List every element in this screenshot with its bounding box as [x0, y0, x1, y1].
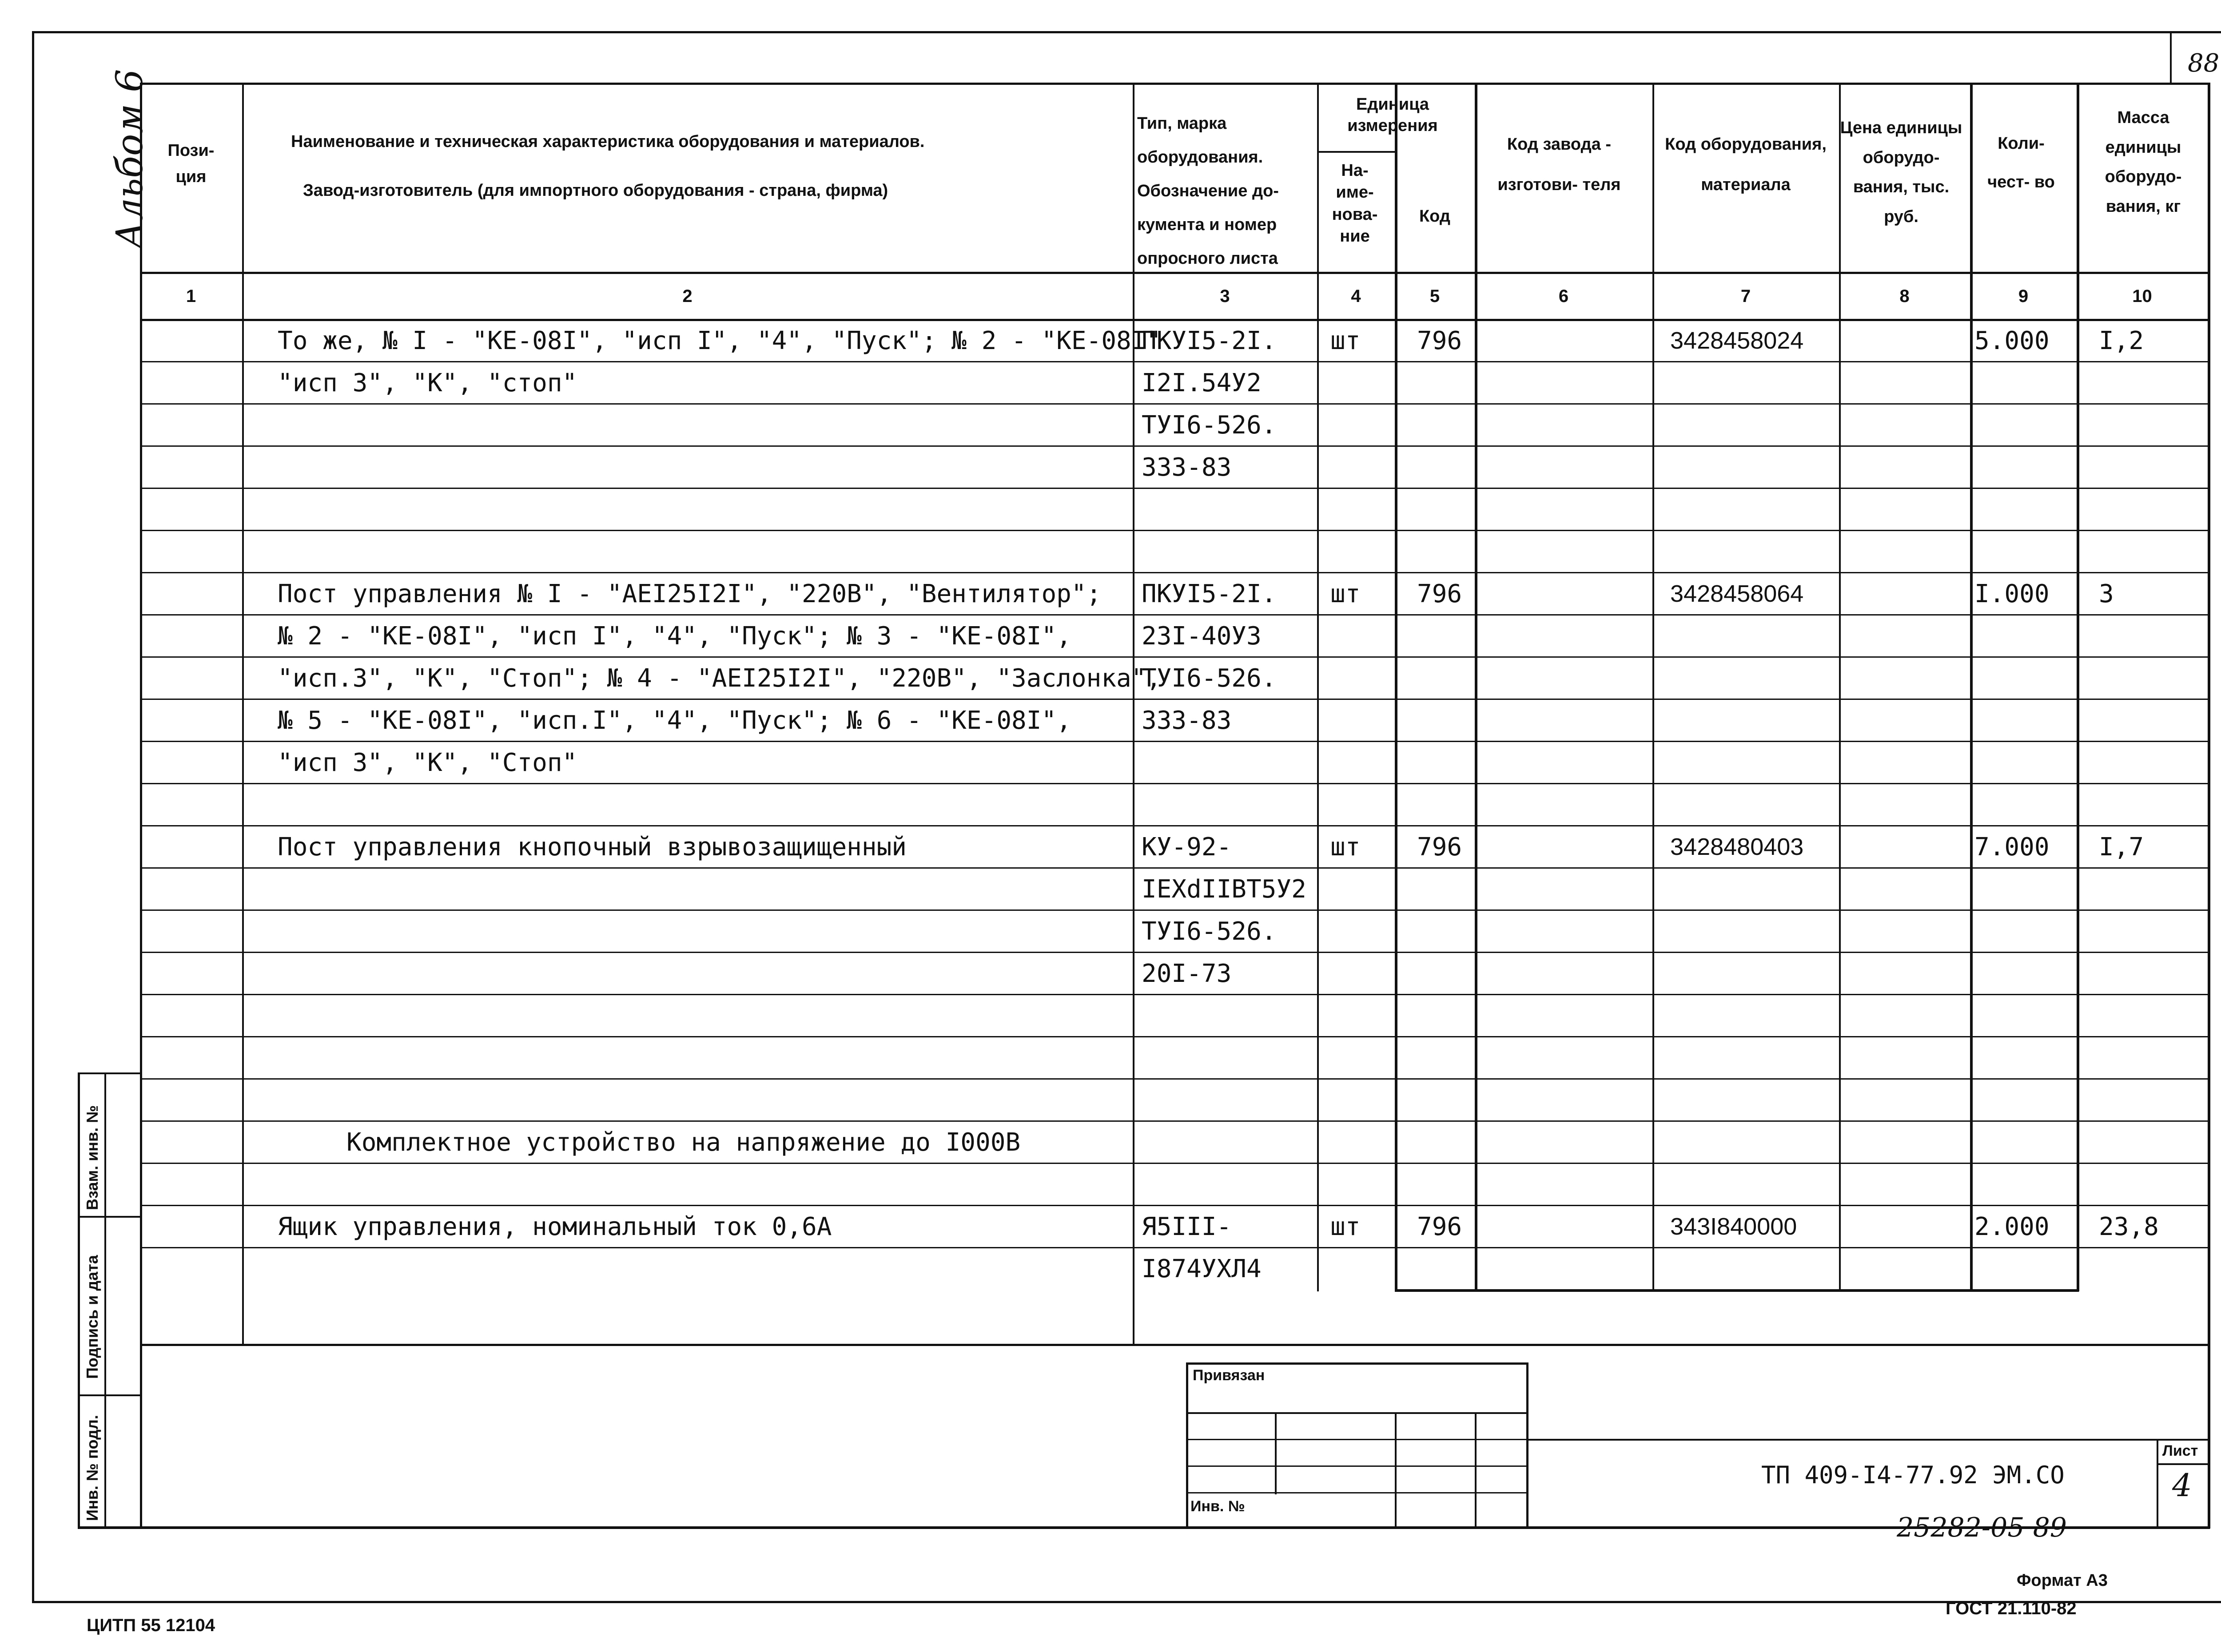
stamp-sheet-mid — [2157, 1463, 2210, 1465]
header-col6: Код завода - изготови- теля — [1497, 135, 1621, 195]
item-type: ПКУI5-2I. — [1142, 326, 1277, 355]
table-row-line — [140, 783, 2210, 784]
item-quantity: 2.000 — [1974, 1212, 2050, 1241]
column-divider — [1970, 83, 1973, 1291]
item-type: ТУI6-526. — [1142, 664, 1277, 693]
stamp-inv-label: Инв. № — [1190, 1498, 1245, 1515]
side-stamp-inv: Инв. № подл. — [83, 1415, 101, 1521]
side-stamp-div1 — [78, 1216, 142, 1218]
header-col7: Код оборудования, материала — [1665, 135, 1827, 195]
stamp-v1 — [1275, 1412, 1277, 1494]
stamp-bound-label: Привязан — [1193, 1367, 1265, 1384]
item-name: "исп.3", "К", "Стоп"; № 4 - "АЕI25I2I", "220В", "Заслонка", — [278, 664, 1162, 693]
table-row-line — [140, 699, 2210, 700]
frame-inner-right — [2208, 83, 2210, 1529]
item-type: I874УХЛ4 — [1142, 1255, 1262, 1283]
item-name: Пост управления кнопочный взрывозащищенный — [278, 833, 907, 862]
table-row-line — [140, 656, 2210, 658]
column-number: 4 — [1351, 286, 1361, 306]
table-row-line — [140, 825, 2210, 826]
side-stamp-left — [78, 1072, 80, 1529]
column-number: 2 — [682, 286, 693, 306]
column-divider — [1395, 83, 1397, 1291]
column-divider — [1317, 83, 1319, 1291]
stamp-v3 — [1475, 1412, 1477, 1529]
table-row-line — [140, 1247, 2210, 1248]
album-label: Альбом 6 — [109, 69, 151, 249]
table-row-line — [140, 1036, 2210, 1037]
item-quantity: 7.000 — [1974, 833, 2050, 862]
table-row-line — [140, 614, 2210, 616]
item-unit-code: 796 — [1417, 326, 1462, 355]
format-label: Формат А3 — [2017, 1571, 2108, 1590]
item-equipment-code: 3428458064 — [1670, 580, 1804, 607]
table-body-bottom — [1395, 1289, 2079, 1292]
table-row-line — [140, 867, 2210, 869]
header-col1: Пози- ция — [167, 141, 215, 186]
item-type: IEXdIIBT5У2 — [1142, 875, 1306, 904]
header-col5: Код — [1419, 207, 1451, 226]
item-type: 20I-73 — [1142, 959, 1232, 988]
stamp-sheet-label: Лист — [2162, 1442, 2198, 1459]
item-type: I2I.54У2 — [1142, 369, 1262, 397]
item-equipment-code: 343I840000 — [1670, 1213, 1797, 1240]
column-divider — [1652, 83, 1654, 1291]
stamp-row3 — [1186, 1465, 1528, 1467]
stamp-sheet-left — [2157, 1439, 2158, 1529]
column-number: 8 — [1899, 286, 1910, 306]
item-unit: шт — [1330, 580, 1361, 608]
item-mass: I,2 — [2099, 326, 2144, 355]
item-name: То же, № I - "КЕ-08I", "исп I", "4", "Пуск"; № 2 - "КЕ-08I" — [278, 326, 1162, 355]
stamp-doc-top — [1526, 1439, 2210, 1441]
header-col10: Масса единицы оборудо- вания, кг — [2105, 108, 2182, 216]
frame-outer-top — [32, 31, 2221, 33]
table-bottom-line — [140, 1344, 2210, 1346]
header-col2-line1: Наименование и техническая характеристика оборудования и материалов. — [291, 132, 925, 151]
item-type: КУ-92- — [1142, 833, 1232, 862]
table-row-line — [140, 1163, 2210, 1164]
column-divider — [2077, 83, 2079, 1291]
column-number: 9 — [2018, 286, 2029, 306]
page-number-box-left — [2170, 33, 2172, 84]
column-number: 7 — [1740, 286, 1751, 306]
header-unit-group: Единица измерения — [1347, 95, 1438, 135]
table-row-line — [140, 952, 2210, 953]
page-number-top: 88 — [2188, 49, 2220, 78]
header-col3: Тип, марка оборудования. Обозначение до- кумента и номер опросного листа — [1137, 114, 1279, 268]
frame-inner-bottom — [78, 1526, 2210, 1529]
stamp-sheet-number: 4 — [2172, 1467, 2192, 1504]
header-col4: На- име- нова- ние — [1332, 161, 1378, 246]
item-unit: шт — [1330, 326, 1361, 355]
item-type: Я5III- — [1142, 1212, 1232, 1241]
stamp-row4 — [1186, 1492, 1528, 1493]
table-row-line — [140, 1078, 2210, 1080]
side-stamp-podpis: Подпись и дата — [83, 1255, 101, 1379]
table-row-line — [140, 445, 2210, 447]
side-stamp-mid — [104, 1072, 106, 1529]
item-unit-code: 796 — [1417, 833, 1462, 862]
column-number: 6 — [1558, 286, 1569, 306]
item-name: № 2 - "КЕ-08I", "исп I", "4", "Пуск"; № 3 - "КЕ-08I", — [278, 622, 1071, 651]
table-row-line — [140, 530, 2210, 531]
item-name: "исп 3", "К", "стоп" — [278, 369, 577, 397]
item-equipment-code: 3428480403 — [1670, 834, 1804, 860]
table-row-line — [140, 1205, 2210, 1206]
item-name: Комплектное устройство на напряжение до I000В — [346, 1128, 1021, 1157]
column-number: 5 — [1429, 286, 1440, 306]
column-numbers-bottom-line — [140, 319, 2210, 321]
frame-outer-left — [32, 31, 34, 1603]
stamp-row1 — [1186, 1412, 1528, 1414]
side-stamp-vzam: Взам. инв. № — [83, 1105, 101, 1210]
item-mass: I,7 — [2099, 833, 2144, 862]
header-col8: Цена единицы оборудо- вания, тыс. руб. — [1840, 119, 1962, 226]
column-divider — [1839, 83, 1841, 1291]
item-type: 333-83 — [1142, 453, 1232, 482]
item-quantity: I.000 — [1974, 580, 2050, 608]
table-row-line — [140, 572, 2210, 573]
column-number: 10 — [2132, 286, 2152, 306]
stamp-doc-code: ТП 409-I4-77.92 ЭМ.СО — [1761, 1461, 2065, 1489]
side-stamp-right-lower — [140, 1341, 142, 1529]
frame-outer-bottom — [32, 1601, 2221, 1603]
item-type: ПКУI5-2I. — [1142, 580, 1277, 608]
item-unit: шт — [1330, 1212, 1361, 1241]
table-row-line — [140, 909, 2210, 911]
stamp-v2 — [1395, 1412, 1397, 1529]
unit-group-divider — [1317, 151, 1395, 153]
frame-inner-top — [140, 83, 2210, 85]
item-name: Пост управления № I - "АЕI25I2I", "220В", "Вентилятор"; — [278, 580, 1102, 608]
gost-label: ГОСТ 21.110-82 — [1946, 1599, 2077, 1618]
item-name: "исп 3", "К", "Стоп" — [278, 748, 577, 777]
column-divider — [1475, 83, 1477, 1291]
stamp-row2 — [1186, 1439, 1528, 1440]
column-number: 1 — [186, 286, 196, 306]
item-unit-code: 796 — [1417, 1212, 1462, 1241]
item-name: № 5 - "КЕ-08I", "исп.I", "4", "Пуск"; № 6 - "КЕ-08I", — [278, 706, 1071, 735]
item-mass: 3 — [2099, 580, 2114, 608]
stamp-bound-top — [1186, 1362, 1528, 1365]
side-stamp-div2 — [78, 1394, 142, 1396]
item-type: ТУI6-526. — [1142, 411, 1277, 440]
item-mass: 23,8 — [2099, 1212, 2159, 1241]
item-type: 23I-40У3 — [1142, 622, 1262, 651]
table-row-line — [140, 361, 2210, 362]
table-row-line — [140, 994, 2210, 995]
stamp-bound-right — [1526, 1362, 1528, 1529]
table-row-line — [140, 741, 2210, 742]
stamp-bound-left — [1186, 1362, 1188, 1529]
table-row-line — [140, 403, 2210, 405]
item-name: Ящик управления, номинальный ток 0,6А — [278, 1212, 832, 1241]
table-row-line — [140, 1120, 2210, 1122]
item-unit: шт — [1330, 833, 1361, 862]
handwritten-number: 25282-05 89 — [1897, 1512, 2067, 1543]
item-type: 333-83 — [1142, 706, 1232, 735]
item-type: ТУI6-526. — [1142, 917, 1277, 946]
side-stamp-top — [78, 1072, 142, 1074]
header-col2-line2: Завод-изготовитель (для импортного оборудования - страна, фирма) — [303, 181, 888, 200]
table-row-line — [140, 488, 2210, 489]
bottom-left-code: ЦИТП 55 12104 — [87, 1616, 215, 1635]
item-quantity: 5.000 — [1974, 326, 2050, 355]
column-number: 3 — [1220, 286, 1230, 306]
item-unit-code: 796 — [1417, 580, 1462, 608]
header-col9: Коли- чест- во — [1987, 134, 2055, 192]
item-equipment-code: 3428458024 — [1670, 327, 1804, 354]
